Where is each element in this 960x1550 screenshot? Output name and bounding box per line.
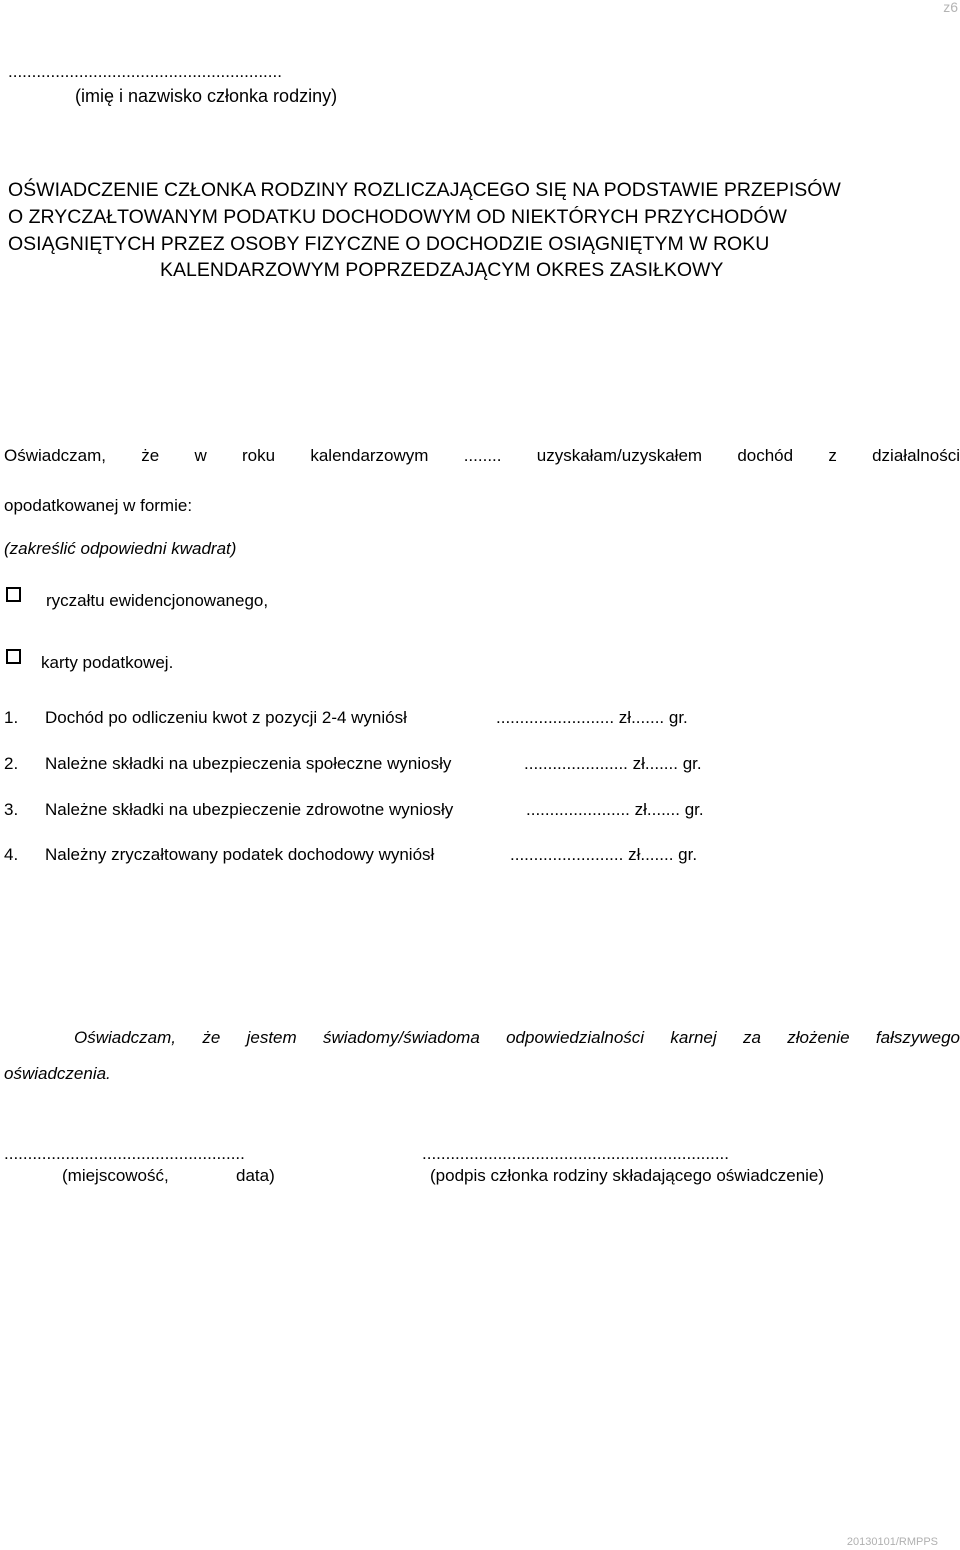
option-ryczalt-label: ryczałtu ewidencjonowanego, bbox=[46, 591, 269, 610]
item-3-text: Należne składki na ubezpieczenie zdrowotne wyniosły bbox=[45, 800, 454, 819]
option-karta-label: karty podatkowej. bbox=[41, 653, 174, 672]
item-1-amount: ......................... zł....... gr. bbox=[496, 708, 688, 727]
signature-caption: (podpis członka rodziny składającego oświadczenie) bbox=[430, 1166, 825, 1185]
instruction: (zakreślić odpowiedni kwadrat) bbox=[4, 539, 237, 558]
item-2-number: 2. bbox=[4, 754, 19, 773]
item-2-text: Należne składki na ubezpieczenia społeczne wyniosły bbox=[45, 754, 452, 773]
signature-fill-line: ................................................................. bbox=[422, 1144, 730, 1163]
statement-line-1: Oświadczam, że jestem świadomy/świadoma odpowiedzialności karnej za złożenie fałszywego bbox=[74, 1028, 960, 1047]
declaration-line-1: Oświadczam, że w roku kalendarzowym ........ uzyskałam/uzyskałem dochód z działalności bbox=[4, 446, 960, 465]
item-3-number: 3. bbox=[4, 800, 19, 819]
date-caption: data) bbox=[236, 1166, 275, 1185]
declaration-line-2: opodatkowanej w formie: bbox=[4, 496, 193, 515]
title-line-3: OSIĄGNIĘTYCH PRZEZ OSOBY FIZYCZNE O DOCHODZIE OSIĄGNIĘTYM W ROKU bbox=[8, 233, 770, 255]
title-line-1: OŚWIADCZENIE CZŁONKA RODZINY ROZLICZAJĄCEGO SIĘ NA PODSTAWIE PRZEPISÓW bbox=[8, 179, 841, 201]
title-line-2: O ZRYCZAŁTOWANYM PODATKU DOCHODOWYM OD NIEKTÓRYCH PRZYCHODÓW bbox=[8, 206, 787, 228]
item-2-amount: ...................... zł....... gr. bbox=[524, 754, 702, 773]
name-fill-line: .......................................................... bbox=[8, 62, 282, 81]
page-id: z6 bbox=[943, 0, 958, 15]
checkbox-ryczalt[interactable] bbox=[6, 587, 21, 602]
item-1-number: 1. bbox=[4, 708, 19, 727]
document-code: 20130101/RMPPS bbox=[846, 1536, 938, 1548]
checkbox-karta[interactable] bbox=[6, 649, 21, 664]
item-4-amount: ........................ zł....... gr. bbox=[510, 845, 698, 864]
place-date-fill-line: ................................................... bbox=[4, 1144, 245, 1163]
item-1-text: Dochód po odliczeniu kwot z pozycji 2-4 wyniósł bbox=[45, 708, 407, 727]
place-caption: (miejscowość, bbox=[62, 1166, 169, 1185]
item-4-text: Należny zryczałtowany podatek dochodowy wyniósł bbox=[45, 845, 435, 864]
item-4-number: 4. bbox=[4, 845, 19, 864]
title-line-4: KALENDARZOWYM POPRZEDZAJĄCYM OKRES ZASIŁKOWY bbox=[160, 259, 724, 281]
name-caption: (imię i nazwisko członka rodziny) bbox=[75, 86, 338, 106]
statement-line-2: oświadczenia. bbox=[4, 1064, 111, 1083]
item-3-amount: ...................... zł....... gr. bbox=[526, 800, 704, 819]
